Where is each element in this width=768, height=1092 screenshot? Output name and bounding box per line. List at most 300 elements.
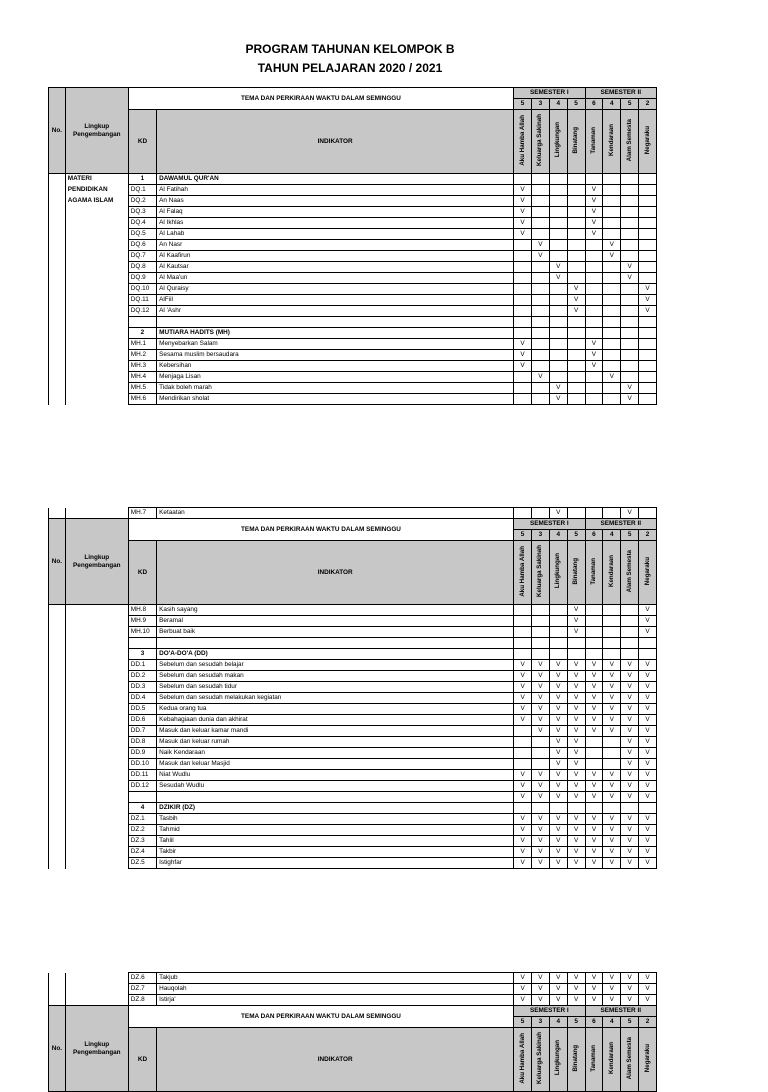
cell-mark: [549, 361, 567, 372]
cell-mark: [603, 759, 621, 770]
cell-mark: [532, 638, 550, 649]
cell-mark: [531, 339, 549, 350]
header-semester-1: SEMESTER I: [514, 88, 585, 99]
cell-mark: [532, 627, 550, 638]
cell-mark: V: [639, 737, 657, 748]
table-row: [49, 196, 657, 207]
cell-mark: V: [514, 229, 532, 240]
cell-mark: V: [621, 759, 639, 770]
cell-mark: [549, 229, 567, 240]
cell-mark: [514, 638, 532, 649]
cell-mark: V: [532, 660, 550, 671]
cell-mark: V: [514, 218, 532, 229]
table-row: [49, 792, 657, 803]
cell-mark: V: [639, 825, 657, 836]
cell-mark: [514, 174, 532, 185]
cell-mark: V: [621, 715, 639, 726]
cell-lingkup: [65, 671, 128, 682]
cell-indikator: Kasih sayang: [157, 605, 514, 616]
cell-no: [49, 185, 66, 196]
header-week: 5: [621, 530, 639, 541]
cell-mark: V: [621, 825, 639, 836]
table-row: [49, 229, 657, 240]
cell-mark: V: [639, 748, 657, 759]
cell-indikator: Beramal: [157, 616, 514, 627]
cell-kd: DQ.4: [128, 218, 156, 229]
cell-no: [49, 759, 66, 770]
table-row: [49, 726, 657, 737]
table-row: [49, 207, 657, 218]
cell-kd: MH.10: [128, 627, 156, 638]
cell-mark: [567, 273, 585, 284]
header-theme: Keluarga Sakinah: [532, 1028, 550, 1092]
header-semester-2: SEMESTER II: [585, 1006, 656, 1017]
cell-indikator: Al Kaafirun: [157, 251, 514, 262]
cell-mark: [639, 262, 657, 273]
cell-mark: [621, 372, 639, 383]
table-row: [49, 295, 657, 306]
cell-mark: V: [567, 995, 585, 1006]
cell-indikator: Al Ikhlas: [157, 218, 514, 229]
cell-mark: V: [514, 973, 532, 984]
cell-lingkup: [65, 616, 128, 627]
header-tema: TEMA DAN PERKIRAAN WAKTU DALAM SEMINGGU: [128, 1006, 513, 1028]
cell-mark: [621, 174, 639, 185]
cell-mark: V: [567, 984, 585, 995]
cell-mark: V: [621, 273, 639, 284]
table-row: [49, 671, 657, 682]
cell-mark: V: [621, 814, 639, 825]
cell-indikator: An Nasr: [157, 240, 514, 251]
cell-no: [49, 295, 66, 306]
header-theme: Tanaman: [585, 1028, 603, 1092]
cell-kd: DZ.2: [128, 825, 156, 836]
cell-mark: V: [549, 770, 567, 781]
cell-mark: V: [639, 671, 657, 682]
cell-mark: [585, 616, 603, 627]
cell-mark: V: [567, 792, 585, 803]
cell-indikator: [157, 638, 514, 649]
cell-mark: V: [532, 825, 550, 836]
cell-mark: V: [567, 616, 585, 627]
cell-mark: [585, 638, 603, 649]
cell-mark: [621, 306, 639, 317]
cell-mark: V: [585, 229, 603, 240]
cell-mark: V: [549, 682, 567, 693]
cell-mark: [514, 605, 532, 616]
cell-mark: [531, 185, 549, 196]
cell-mark: [639, 638, 657, 649]
cell-no: [49, 383, 66, 394]
cell-mark: [585, 737, 603, 748]
cell-lingkup: [65, 726, 128, 737]
cell-mark: V: [639, 306, 657, 317]
cell-lingkup: [65, 995, 128, 1006]
header-week: 4: [549, 99, 567, 110]
cell-indikator: Al Quraisy: [157, 284, 514, 295]
cell-mark: V: [621, 792, 639, 803]
cell-mark: [603, 317, 621, 328]
table-row: [49, 781, 657, 792]
cell-mark: V: [531, 251, 549, 262]
cell-mark: V: [639, 295, 657, 306]
cell-mark: [585, 328, 603, 339]
cell-mark: V: [514, 995, 532, 1006]
cell-indikator: Tahmid: [157, 825, 514, 836]
cell-no: [49, 825, 66, 836]
cell-no: [49, 660, 66, 671]
cell-mark: [549, 251, 567, 262]
cell-mark: [567, 218, 585, 229]
cell-indikator: [157, 317, 514, 328]
cell-kd: DD.8: [128, 737, 156, 748]
cell-mark: V: [549, 759, 567, 770]
cell-no: [49, 394, 66, 405]
cell-indikator: DZIKIR (DZ): [157, 803, 514, 814]
cell-mark: [621, 218, 639, 229]
table-row: [49, 814, 657, 825]
cell-mark: [514, 759, 532, 770]
cell-indikator: Tahlil: [157, 836, 514, 847]
cell-mark: [549, 605, 567, 616]
cell-mark: [514, 317, 532, 328]
cell-lingkup: [65, 295, 128, 306]
cell-mark: V: [514, 858, 532, 869]
cell-mark: V: [585, 196, 603, 207]
cell-indikator: Menyebarkan Salam: [157, 339, 514, 350]
cell-lingkup: [65, 394, 128, 405]
cell-mark: [531, 284, 549, 295]
cell-indikator: Al 'Ashr: [157, 306, 514, 317]
cell-mark: V: [549, 973, 567, 984]
table-row: [49, 218, 657, 229]
cell-lingkup: [65, 814, 128, 825]
cell-lingkup: [65, 770, 128, 781]
cell-mark: [549, 317, 567, 328]
cell-kd: MH.3: [128, 361, 156, 372]
cell-mark: [621, 240, 639, 251]
cell-no: [49, 984, 66, 995]
cell-no: [49, 770, 66, 781]
cell-mark: V: [549, 781, 567, 792]
header-week: 3: [531, 99, 549, 110]
cell-mark: [514, 803, 532, 814]
cell-lingkup: [65, 284, 128, 295]
cell-mark: V: [639, 836, 657, 847]
table-row: [49, 847, 657, 858]
cell-mark: [585, 284, 603, 295]
header-theme: Aku Hamba Allah: [514, 1028, 532, 1092]
cell-kd: [128, 638, 156, 649]
cell-kd: DZ.6: [128, 973, 156, 984]
table-row: [49, 638, 657, 649]
cell-no: [49, 372, 66, 383]
cell-mark: V: [603, 973, 621, 984]
cell-mark: V: [639, 715, 657, 726]
cell-mark: [639, 508, 657, 519]
cell-mark: [585, 174, 603, 185]
cell-lingkup: [65, 605, 128, 616]
cell-mark: V: [549, 858, 567, 869]
cell-mark: V: [621, 781, 639, 792]
cell-mark: [532, 737, 550, 748]
cell-no: [49, 847, 66, 858]
cell-mark: [531, 328, 549, 339]
table-row: [49, 185, 657, 196]
cell-no: [49, 207, 66, 218]
cell-lingkup: [65, 229, 128, 240]
cell-mark: [549, 627, 567, 638]
cell-mark: V: [639, 770, 657, 781]
header-row-themes: [49, 110, 657, 174]
cell-indikator: MUTIARA HADITS (MH): [157, 328, 514, 339]
cell-mark: V: [514, 704, 532, 715]
cell-mark: V: [514, 825, 532, 836]
cell-mark: V: [532, 726, 550, 737]
cell-mark: V: [585, 339, 603, 350]
cell-mark: V: [549, 792, 567, 803]
cell-mark: [603, 394, 621, 405]
cell-mark: V: [514, 770, 532, 781]
doc-title: PROGRAM TAHUNAN KELOMPOK B: [245, 42, 455, 56]
cell-mark: [621, 649, 639, 660]
cell-mark: [567, 328, 585, 339]
cell-mark: [514, 240, 532, 251]
cell-indikator: Sebelum dan sesudah belajar: [157, 660, 514, 671]
table-row: [49, 737, 657, 748]
cell-indikator: Hauqolah: [157, 984, 514, 995]
cell-mark: V: [567, 781, 585, 792]
cell-mark: [639, 328, 657, 339]
cell-mark: V: [549, 262, 567, 273]
cell-mark: V: [567, 858, 585, 869]
header-week: 6: [585, 99, 603, 110]
cell-mark: V: [585, 207, 603, 218]
cell-mark: V: [639, 995, 657, 1006]
cell-no: [49, 508, 66, 519]
table-row: [49, 770, 657, 781]
cell-no: [49, 317, 66, 328]
cell-mark: V: [621, 693, 639, 704]
cell-mark: [549, 372, 567, 383]
cell-mark: V: [603, 240, 621, 251]
cell-mark: V: [603, 814, 621, 825]
cell-mark: V: [532, 693, 550, 704]
cell-mark: V: [585, 984, 603, 995]
header-theme: Tanaman: [585, 541, 603, 605]
cell-lingkup: [65, 660, 128, 671]
cell-mark: V: [567, 726, 585, 737]
cell-indikator: Al Kautsar: [157, 262, 514, 273]
cell-mark: [585, 262, 603, 273]
cell-indikator: Kedua orang tua: [157, 704, 514, 715]
header-indikator: INDIKATOR: [157, 1028, 514, 1092]
cell-mark: [531, 383, 549, 394]
cell-kd: DZ.3: [128, 836, 156, 847]
cell-mark: [603, 350, 621, 361]
cell-no: [49, 638, 66, 649]
cell-indikator: Sebelum dan sesudah tidur: [157, 682, 514, 693]
cell-mark: [549, 616, 567, 627]
cell-mark: [639, 317, 657, 328]
header-row-tema: [49, 88, 657, 99]
cell-mark: V: [549, 825, 567, 836]
cell-mark: [639, 229, 657, 240]
cell-mark: [567, 803, 585, 814]
cell-mark: V: [621, 394, 639, 405]
cell-mark: V: [549, 715, 567, 726]
cell-mark: [531, 218, 549, 229]
cell-mark: V: [603, 251, 621, 262]
cell-mark: V: [514, 715, 532, 726]
header-theme: Kendaraan: [603, 1028, 621, 1092]
cell-mark: V: [621, 973, 639, 984]
header-theme: Kendaraan: [603, 110, 621, 174]
cell-mark: V: [639, 660, 657, 671]
cell-no: [49, 682, 66, 693]
cell-mark: V: [549, 508, 567, 519]
table-row: [49, 715, 657, 726]
table-row: [49, 627, 657, 638]
cell-no: [49, 792, 66, 803]
cell-indikator: Kebahagiaan dunia dan akhirat: [157, 715, 514, 726]
cell-lingkup: [65, 748, 128, 759]
cell-mark: [585, 803, 603, 814]
cell-mark: V: [549, 984, 567, 995]
cell-mark: [585, 317, 603, 328]
header-theme: Keluarga Sakinah: [531, 110, 549, 174]
cell-mark: [621, 196, 639, 207]
header-week: 6: [585, 1017, 603, 1028]
cell-mark: [585, 748, 603, 759]
cell-mark: [567, 240, 585, 251]
cell-mark: [549, 295, 567, 306]
cell-no: [49, 196, 66, 207]
cell-indikator: Sebelum dan sesudah makan: [157, 671, 514, 682]
cell-mark: [621, 207, 639, 218]
cell-indikator: Berbuat baik: [157, 627, 514, 638]
cell-kd: DZ.1: [128, 814, 156, 825]
header-week: 4: [603, 99, 621, 110]
header-indikator: INDIKATOR: [157, 541, 514, 605]
cell-mark: [531, 207, 549, 218]
cell-mark: [549, 306, 567, 317]
cell-kd: 2: [128, 328, 156, 339]
cell-lingkup: [65, 715, 128, 726]
cell-mark: [603, 383, 621, 394]
header-week: 5: [514, 1017, 532, 1028]
header-lingkup: Lingkup Pengembangan: [65, 519, 128, 605]
cell-mark: V: [639, 858, 657, 869]
cell-mark: V: [514, 361, 532, 372]
header-no: No.: [49, 1006, 66, 1092]
header-week: 3: [532, 1017, 550, 1028]
cell-indikator: Takbir: [157, 847, 514, 858]
cell-lingkup: [65, 704, 128, 715]
cell-mark: V: [585, 715, 603, 726]
cell-mark: V: [639, 616, 657, 627]
header-theme: Alam Semesta: [621, 110, 639, 174]
header-week: 2: [639, 99, 657, 110]
header-indikator: INDIKATOR: [157, 110, 514, 174]
cell-mark: [514, 508, 532, 519]
cell-indikator: An Naas: [157, 196, 514, 207]
cell-mark: V: [621, 984, 639, 995]
table-row: [49, 660, 657, 671]
cell-mark: [585, 605, 603, 616]
cell-lingkup: [65, 781, 128, 792]
cell-indikator: Al Fatihah: [157, 185, 514, 196]
cell-no: [49, 229, 66, 240]
cell-mark: [585, 627, 603, 638]
cell-mark: [603, 803, 621, 814]
cell-lingkup: [65, 649, 128, 660]
cell-mark: [603, 748, 621, 759]
cell-mark: [621, 361, 639, 372]
cell-mark: V: [514, 781, 532, 792]
cell-mark: [567, 361, 585, 372]
cell-mark: [621, 350, 639, 361]
header-week: 4: [549, 530, 567, 541]
cell-mark: V: [549, 748, 567, 759]
cell-mark: V: [549, 394, 567, 405]
cell-mark: [603, 207, 621, 218]
cell-mark: V: [532, 836, 550, 847]
cell-mark: [567, 174, 585, 185]
cell-lingkup: [65, 858, 128, 869]
cell-mark: [532, 759, 550, 770]
cell-lingkup: [65, 273, 128, 284]
cell-mark: V: [585, 350, 603, 361]
cell-mark: V: [567, 704, 585, 715]
cell-kd: 4: [128, 803, 156, 814]
cell-kd: DD.10: [128, 759, 156, 770]
cell-mark: V: [603, 858, 621, 869]
cell-mark: V: [639, 781, 657, 792]
cell-mark: V: [549, 383, 567, 394]
header-no: No.: [49, 88, 66, 174]
cell-mark: [531, 174, 549, 185]
cell-mark: [531, 229, 549, 240]
cell-mark: V: [514, 792, 532, 803]
header-kd: KD: [128, 110, 156, 174]
cell-kd: DZ.5: [128, 858, 156, 869]
cell-mark: V: [567, 973, 585, 984]
table-row: [49, 372, 657, 383]
header-theme: Lingkungan: [549, 541, 567, 605]
cell-no: [49, 174, 66, 185]
cell-mark: V: [621, 508, 639, 519]
cell-indikator: Masuk dan keluar kamar mandi: [157, 726, 514, 737]
cell-mark: V: [603, 372, 621, 383]
table-row: [49, 284, 657, 295]
cell-no: [49, 218, 66, 229]
cell-lingkup: [65, 262, 128, 273]
header-week: 5: [567, 99, 585, 110]
cell-mark: V: [621, 704, 639, 715]
cell-mark: V: [514, 847, 532, 858]
cell-kd: DQ.8: [128, 262, 156, 273]
table-row: [49, 317, 657, 328]
cell-lingkup: [65, 825, 128, 836]
cell-mark: [603, 273, 621, 284]
cell-mark: V: [549, 995, 567, 1006]
cell-mark: [639, 339, 657, 350]
cell-mark: V: [532, 995, 550, 1006]
table-row: [49, 361, 657, 372]
table-row: [49, 748, 657, 759]
cell-no: [49, 627, 66, 638]
